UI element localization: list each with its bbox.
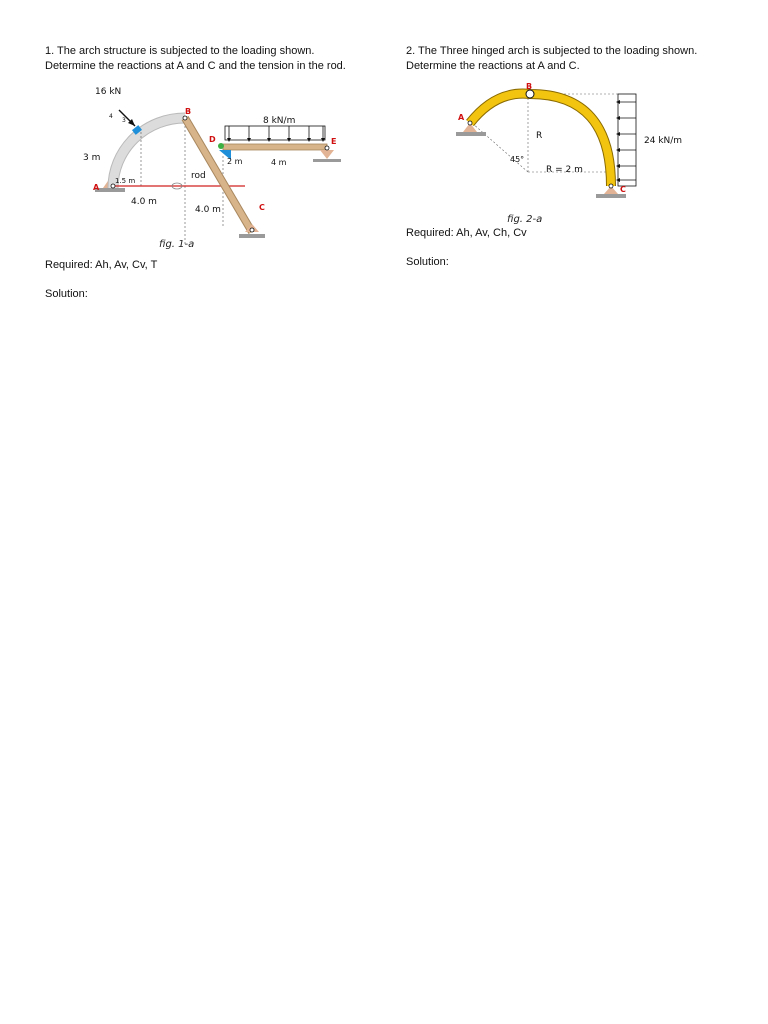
radius-label: R = 2 m bbox=[546, 165, 583, 175]
ground-e bbox=[313, 159, 341, 162]
rod-label: rod bbox=[191, 171, 206, 181]
load-label-16kn: 16 kN bbox=[95, 87, 122, 97]
point-e-label: E bbox=[331, 137, 337, 146]
dim-4m-right: 4.0 m bbox=[195, 205, 221, 215]
figure-2a bbox=[406, 82, 726, 225]
figure-1a-diagram bbox=[45, 84, 365, 244]
dim-1-5m: 1.5 m bbox=[115, 177, 136, 185]
problem-1-statement-line-1: 1. The arch structure is subjected to the loading shown. bbox=[45, 45, 315, 57]
dim-4m: 4 m bbox=[271, 158, 287, 167]
angle-label: 45° bbox=[510, 155, 525, 164]
height-label: 3 m bbox=[83, 153, 101, 163]
ground-a bbox=[95, 188, 125, 192]
dist-load-24kn bbox=[618, 94, 636, 186]
problem-2-solution: Solution: bbox=[406, 256, 449, 268]
point-c-label: C bbox=[259, 203, 265, 212]
point-b-label: B bbox=[185, 107, 192, 116]
ground-c bbox=[239, 234, 265, 238]
figure-1a bbox=[45, 84, 365, 250]
load-label-24kn: 24 kN/m bbox=[644, 136, 683, 146]
problem-2-statement-line-2: Determine the reactions at A and C. bbox=[406, 60, 580, 72]
problem-2-statement-line-1: 2. The Three hinged arch is subjected to the loading shown. bbox=[406, 45, 698, 57]
figure-2a-diagram bbox=[406, 82, 726, 220]
slope-run-label: 4 bbox=[109, 113, 113, 120]
problem-1-solution: Solution: bbox=[45, 288, 88, 300]
dist-load-label: 8 kN/m bbox=[263, 116, 296, 126]
hinge-b bbox=[526, 90, 534, 98]
support-e bbox=[320, 150, 334, 159]
pin-d bbox=[218, 143, 224, 149]
ground-a-2 bbox=[456, 132, 486, 136]
slope-rise-label: 3 bbox=[122, 117, 126, 124]
problem-1 bbox=[45, 44, 375, 302]
point-c2-label: C bbox=[620, 185, 626, 194]
point-a2-label: A bbox=[458, 113, 465, 122]
ground-c-2 bbox=[596, 194, 626, 198]
figure-2a-caption: fig. 2-a bbox=[507, 214, 543, 225]
figure-1a-caption: fig. 1-a bbox=[159, 239, 195, 250]
radius-symbol: R bbox=[536, 131, 543, 141]
point-b2-label: B bbox=[526, 82, 533, 91]
dim-4m-left: 4.0 m bbox=[131, 197, 157, 207]
point-d-label: D bbox=[209, 135, 216, 144]
problem-1-statement-line-2: Determine the reactions at A and C and the tension in the rod. bbox=[45, 60, 346, 72]
point-a-label: A bbox=[93, 183, 100, 192]
dist-load-8kn bbox=[225, 126, 325, 140]
problem-1-required: Required: Ah, Av, Cv, T bbox=[45, 259, 158, 271]
dim-2m: 2 m bbox=[227, 157, 243, 166]
problem-2-required: Required: Ah, Av, Ch, Cv bbox=[406, 227, 527, 239]
problem-2 bbox=[406, 44, 736, 270]
beam-de bbox=[223, 144, 327, 150]
